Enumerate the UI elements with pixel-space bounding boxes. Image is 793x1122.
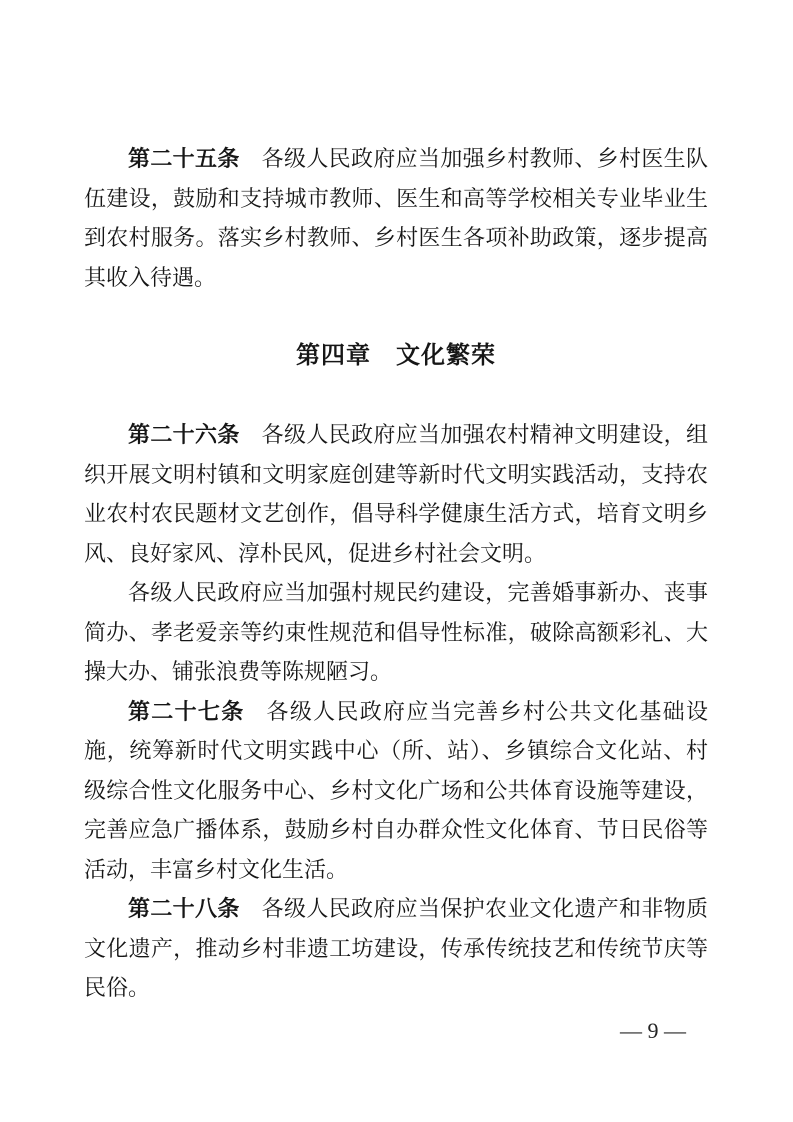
article-25-text: 各级人民政府应当加强乡村教师、乡村医生队伍建设，鼓励和支持城市教师、医生和高等学校相关专业毕业生到农村服务。落实乡村教师、乡村医生各项补助政策，逐步提高其收入待遇。 [84, 146, 708, 290]
article-26-number: 第二十六条 [128, 422, 240, 447]
article-27-text: 各级人民政府应当完善乡村公共文化基础设施，统筹新时代文明实践中心（所、站）、乡镇综合文化站、村级综合性文化服务中心、乡村文化广场和公共体育设施等建设，完善应急广播体系，鼓励乡村自办群众性文化体育、节日民俗等活动，丰富乡村文化生活。 [84, 698, 708, 882]
article-25-paragraph [84, 139, 708, 297]
article-28-number: 第二十八条 [128, 896, 240, 921]
article-25-number: 第二十五条 [128, 146, 240, 171]
article-28-text: 各级人民政府应当保护农业文化遗产和非物质文化遗产，推动乡村非遗工坊建设，传承传统技艺和传统节庆等民俗。 [84, 896, 708, 1000]
document-body [84, 139, 708, 1046]
page-number: — 9 — [620, 1017, 686, 1043]
chapter-4-heading: 第四章 文化繁荣 [296, 342, 496, 369]
article-28-paragraph [84, 889, 708, 1008]
article-26-text: 各级人民政府应当加强农村精神文明建设，组织开展文明村镇和文明家庭创建等新时代文明实践活动，支持农业农村农民题材文艺创作，倡导科学健康生活方式，培育文明乡风、良好家风、淳朴民风，促进乡村社会文明。 [84, 422, 708, 566]
article-27-paragraph [84, 692, 708, 890]
article-26-paragraph-2: 各级人民政府应当加强村规民约建设，完善婚事新办、丧事简办、孝老爱亲等约束性规范和倡导性标准，破除高额彩礼、大操大办、铺张浪费等陈规陋习。 [84, 580, 708, 684]
article-27-number: 第二十七条 [128, 698, 245, 724]
article-26-paragraph [84, 415, 708, 573]
